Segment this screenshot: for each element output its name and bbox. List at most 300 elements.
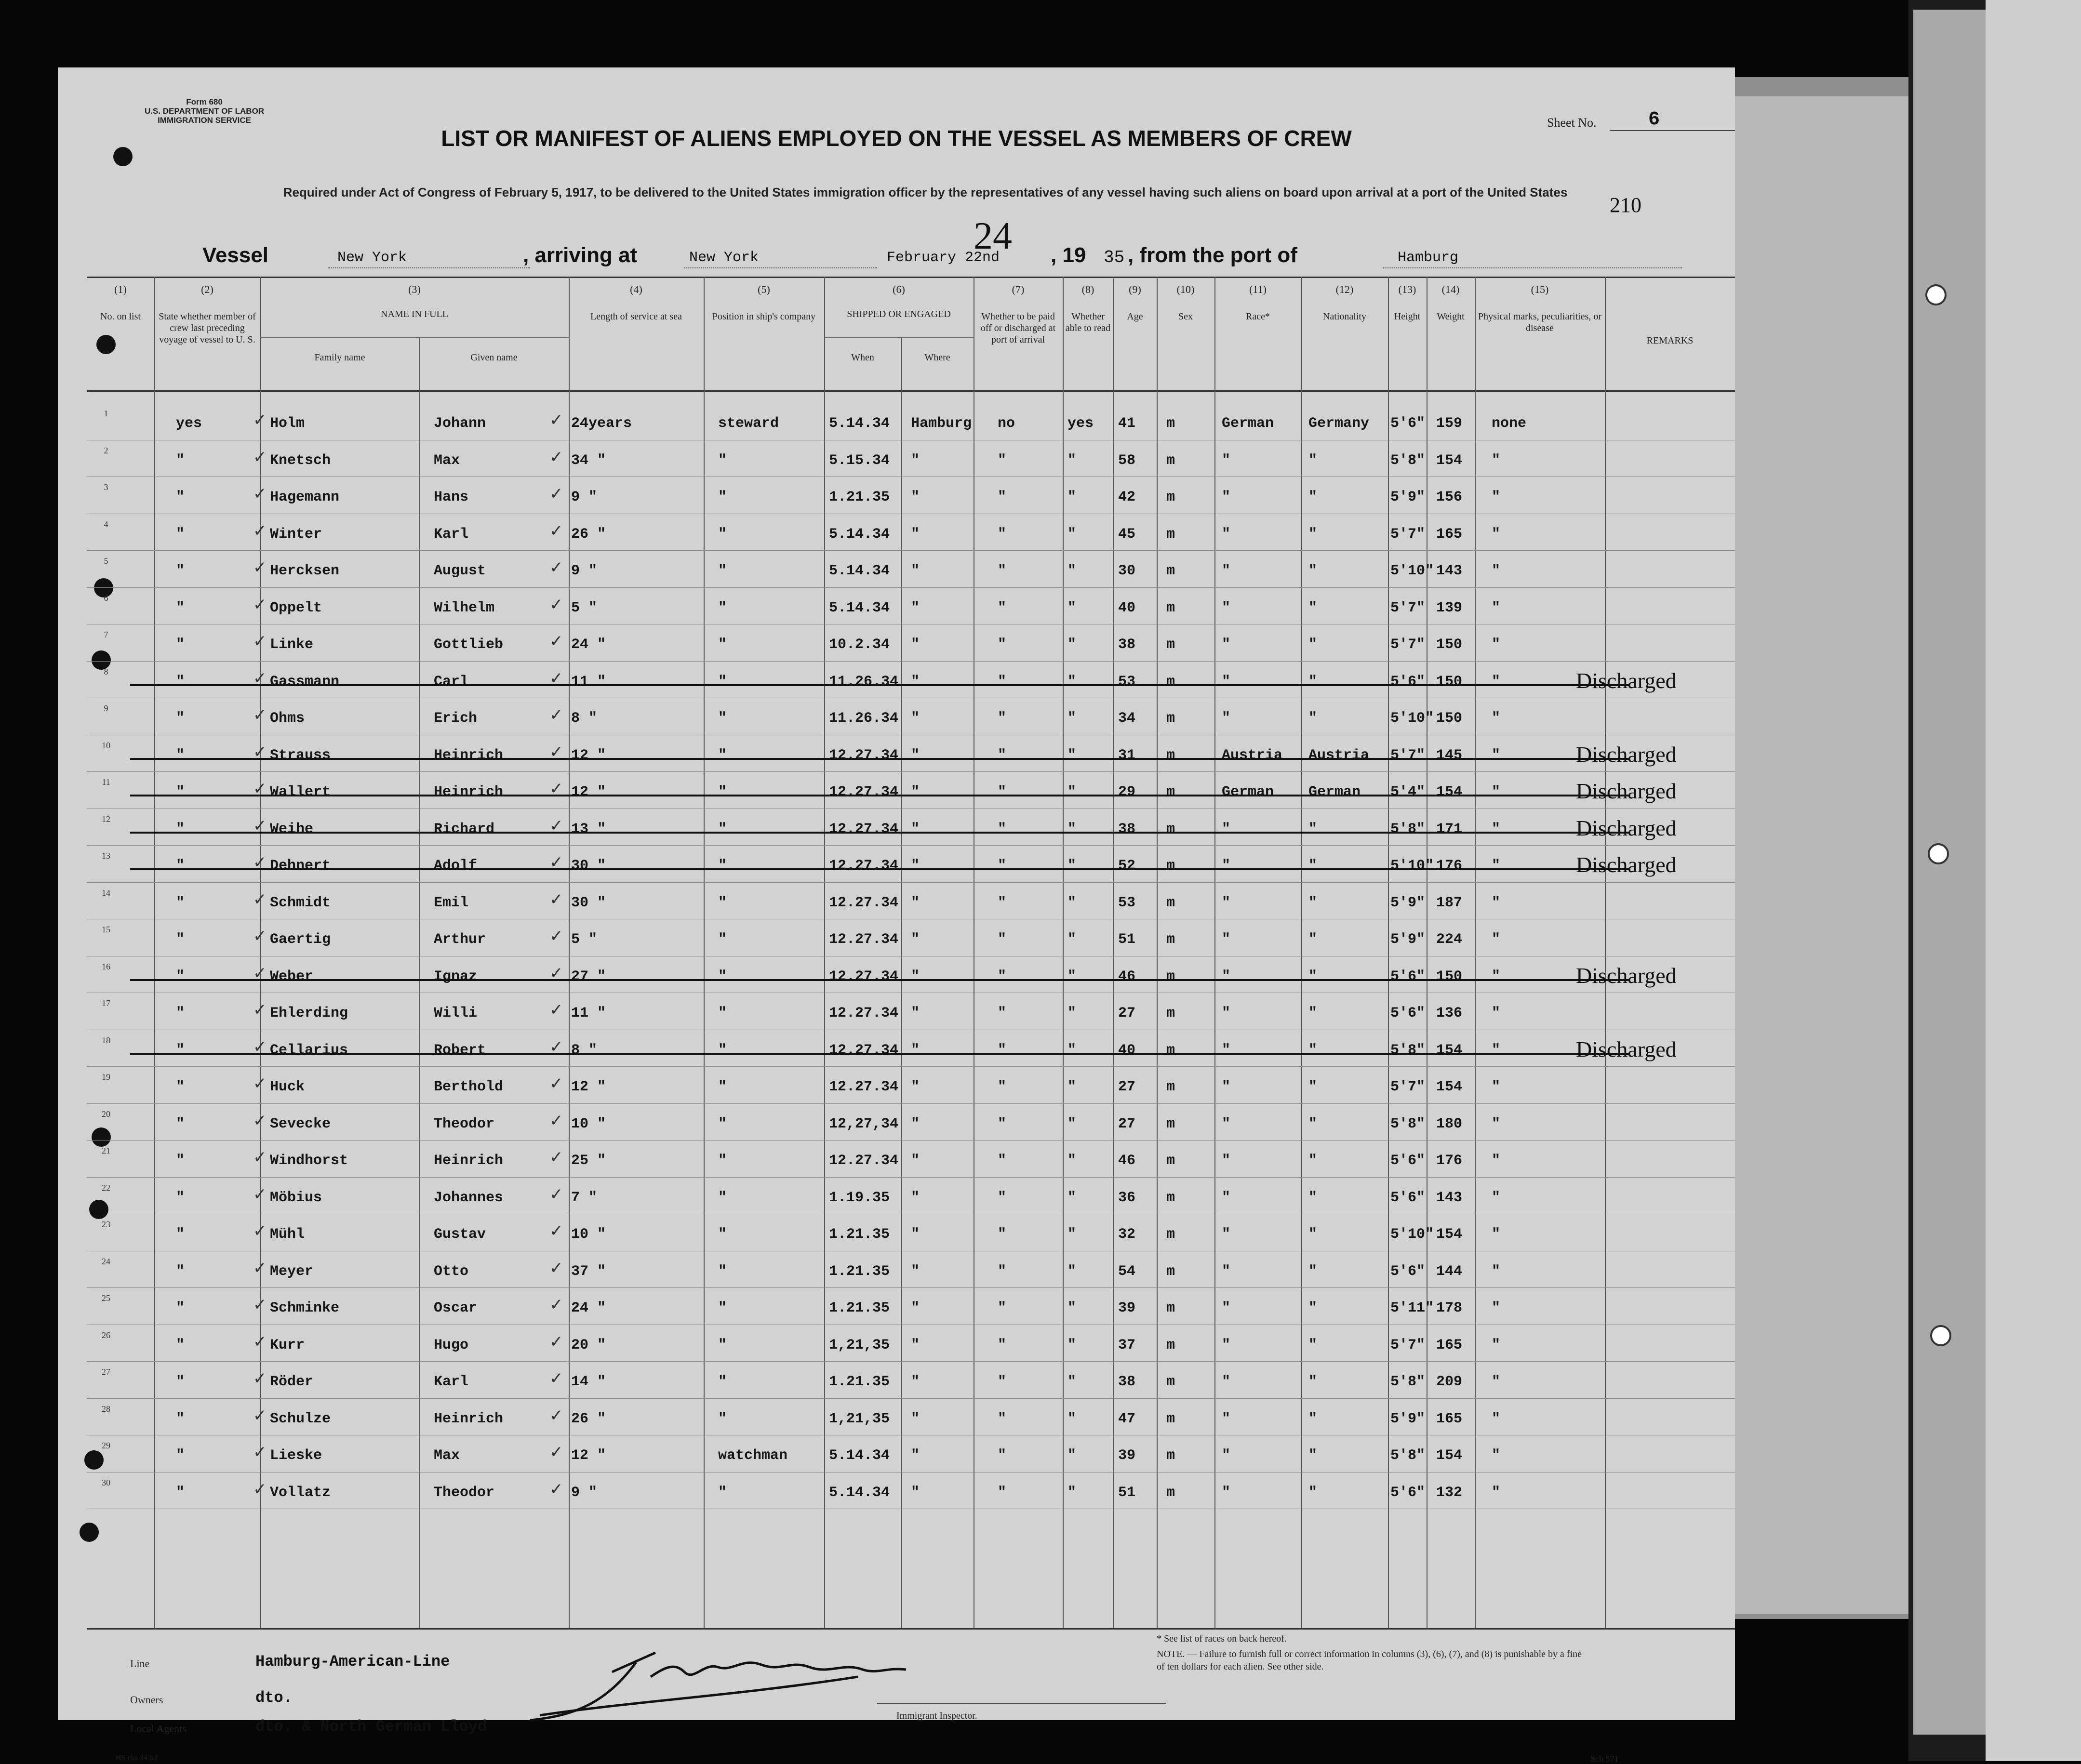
cell-position: ": [718, 1189, 727, 1206]
cell-position: ": [718, 968, 727, 985]
tick-mark-icon: ✓: [549, 484, 563, 504]
cell-where: ": [911, 452, 920, 469]
cell-family: Hercksen: [270, 563, 340, 579]
cell-paid: ": [998, 1042, 1007, 1059]
cell-service: 12 ": [571, 1447, 606, 1464]
cell-read: ": [1067, 1374, 1077, 1390]
cell-age: 46: [1118, 968, 1136, 985]
row-number: 13: [102, 851, 110, 861]
cell-position: ": [718, 489, 727, 505]
column-header: REMARKS: [1646, 335, 1694, 346]
cell-height: 5'7": [1390, 599, 1426, 616]
row-number: 6: [104, 593, 108, 603]
cell-position: ": [718, 747, 727, 764]
cell-given: Heinrich: [434, 1153, 504, 1169]
cell-where: ": [911, 637, 920, 653]
vessel-name-line: [328, 267, 530, 268]
background-page-stack: [1986, 0, 2081, 1761]
cell-paid: ": [998, 563, 1007, 579]
cell-given: Carl: [434, 673, 469, 690]
cell-race: ": [1222, 637, 1231, 653]
cell-family: Röder: [270, 1374, 314, 1390]
cell-given: Heinrich: [434, 784, 504, 800]
column-header: Position in ship's company: [712, 311, 816, 322]
cell-given: Berthold: [434, 1079, 504, 1095]
cell-height: 5'8": [1390, 1447, 1426, 1464]
cell-height: 5'8": [1390, 1115, 1426, 1132]
cell-race: ": [1222, 1189, 1231, 1206]
cell-race: ": [1222, 563, 1231, 579]
cell-read: ": [1067, 1300, 1077, 1316]
cell-read: ": [1067, 673, 1077, 690]
tick-mark-icon: ✓: [549, 595, 563, 614]
cell-read: ": [1067, 821, 1077, 837]
cell-race: ": [1222, 1484, 1231, 1501]
cell-age: 53: [1118, 673, 1136, 690]
cell-family: Vollatz: [270, 1484, 331, 1501]
tick-mark-icon: ✓: [549, 1369, 563, 1388]
form-number-line: IMMIGRATION SERVICE: [158, 116, 252, 125]
cell-race: German: [1222, 784, 1274, 800]
strikethrough-line: [130, 795, 1629, 796]
cell-prev: ": [176, 1374, 185, 1390]
cell-given: Gottlieb: [434, 637, 504, 653]
row-number: 28: [102, 1404, 110, 1414]
cell-weight: 165: [1436, 1410, 1463, 1427]
tick-mark-icon: ✓: [253, 963, 267, 983]
tick-mark-icon: ✓: [253, 927, 267, 946]
cell-family: Windhorst: [270, 1153, 348, 1169]
sub-header-rule: [824, 337, 974, 338]
cell-nationality: ": [1308, 1337, 1318, 1353]
cell-marks: ": [1492, 563, 1501, 579]
cell-where: ": [911, 1374, 920, 1390]
cell-weight: 154: [1436, 1042, 1463, 1059]
cell-sex: m: [1166, 415, 1175, 432]
cell-sex: m: [1166, 1115, 1175, 1132]
cell-when: 1.21.35: [829, 1263, 890, 1280]
cell-service: 30 ": [571, 894, 606, 911]
cell-where: ": [911, 526, 920, 543]
cell-height: 5'7": [1390, 526, 1426, 543]
cell-height: 5'10": [1390, 710, 1434, 727]
cell-height: 5'7": [1390, 1079, 1426, 1095]
tick-mark-icon: ✓: [549, 411, 563, 430]
cell-given: Max: [434, 1447, 460, 1464]
tick-mark-icon: ✓: [253, 668, 267, 688]
column-number: (6): [893, 283, 905, 295]
column-rule: [1063, 277, 1064, 1628]
cell-paid: ": [998, 1226, 1007, 1243]
column-header: Nationality: [1323, 311, 1366, 322]
row-rule: [87, 1066, 1735, 1067]
cell-paid: ": [998, 1374, 1007, 1390]
cell-race: ": [1222, 1005, 1231, 1021]
cell-marks: ": [1492, 1189, 1501, 1206]
cell-paid: ": [998, 452, 1007, 469]
cell-marks: ": [1492, 784, 1501, 800]
cell-sex: m: [1166, 1005, 1175, 1021]
cell-age: 38: [1118, 637, 1136, 653]
tick-mark-icon: ✓: [253, 1184, 267, 1204]
cell-paid: ": [998, 599, 1007, 616]
cell-nationality: ": [1308, 1447, 1318, 1464]
cell-age: 47: [1118, 1410, 1136, 1427]
column-rule: [1475, 277, 1476, 1628]
column-number: (15): [1531, 283, 1549, 295]
cell-nationality: ": [1308, 1189, 1318, 1206]
cell-weight: 154: [1436, 452, 1463, 469]
row-rule: [87, 882, 1735, 883]
cell-service: 24 ": [571, 1300, 606, 1316]
cell-position: ": [718, 1115, 727, 1132]
cell-position: ": [718, 710, 727, 727]
cell-given: Theodor: [434, 1115, 495, 1132]
cell-service: 24 ": [571, 637, 606, 653]
cell-race: ": [1222, 858, 1231, 874]
cell-service: 8 ": [571, 1042, 598, 1059]
cell-family: Schulze: [270, 1410, 331, 1427]
cell-given: Hugo: [434, 1337, 469, 1353]
cell-marks: ": [1492, 452, 1501, 469]
tick-mark-icon: ✓: [549, 742, 563, 762]
cell-nationality: ": [1308, 1484, 1318, 1501]
cell-weight: 224: [1436, 931, 1463, 948]
tick-mark-icon: ✓: [549, 1406, 563, 1425]
cell-nationality: ": [1308, 821, 1318, 837]
cell-race: ": [1222, 452, 1231, 469]
cell-sex: m: [1166, 1447, 1175, 1464]
tick-mark-icon: ✓: [253, 1074, 267, 1093]
form-code: HS cks 34 bd: [116, 1754, 157, 1762]
cell-paid: ": [998, 858, 1007, 874]
punch-hole-icon: [84, 1450, 104, 1470]
cell-marks: ": [1492, 599, 1501, 616]
column-header: Weight: [1437, 311, 1465, 322]
cell-marks: ": [1492, 821, 1501, 837]
table-header-rule: [87, 390, 1735, 392]
cell-sex: m: [1166, 673, 1175, 690]
cell-race: ": [1222, 1042, 1231, 1059]
cell-family: Knetsch: [270, 452, 331, 469]
cell-race: ": [1222, 1115, 1231, 1132]
row-number: 24: [102, 1256, 110, 1266]
cell-race: ": [1222, 599, 1231, 616]
row-number: 21: [102, 1146, 110, 1155]
cell-age: 27: [1118, 1079, 1136, 1095]
arrival-date: February 22nd: [887, 250, 1000, 266]
inspector-signature: [492, 1643, 1070, 1739]
cell-read: ": [1067, 599, 1077, 616]
cell-position: ": [718, 673, 727, 690]
cell-given: Willi: [434, 1005, 478, 1021]
column-subheader: Given name: [470, 352, 518, 363]
cell-service: 12 ": [571, 747, 606, 764]
cell-age: 30: [1118, 563, 1136, 579]
cell-when: 5.15.34: [829, 452, 890, 469]
tick-mark-icon: ✓: [549, 927, 563, 946]
cell-age: 42: [1118, 489, 1136, 505]
cell-when: 12.27.34: [829, 894, 899, 911]
tick-mark-icon: ✓: [253, 1443, 267, 1462]
cell-height: 5'10": [1390, 1226, 1434, 1243]
cell-given: Hans: [434, 489, 469, 505]
cell-marks: ": [1492, 858, 1501, 874]
cell-sex: m: [1166, 968, 1175, 985]
column-number: (11): [1249, 283, 1267, 295]
cell-weight: 176: [1436, 1153, 1463, 1169]
cell-position: ": [718, 1079, 727, 1095]
cell-given: Gustav: [434, 1226, 486, 1243]
tick-mark-icon: ✓: [253, 853, 267, 872]
row-rule: [87, 1287, 1735, 1288]
tick-mark-icon: ✓: [549, 1000, 563, 1020]
tick-mark-icon: ✓: [549, 668, 563, 688]
column-header: No. on list: [100, 311, 141, 322]
punch-hole-icon: [80, 1523, 99, 1542]
cell-marks: ": [1492, 1226, 1501, 1243]
inspector-signature-line: [877, 1703, 1166, 1704]
cell-position: ": [718, 1484, 727, 1501]
tick-mark-icon: ✓: [253, 1221, 267, 1241]
cell-weight: 165: [1436, 1337, 1463, 1353]
cell-age: 36: [1118, 1189, 1136, 1206]
cell-paid: ": [998, 526, 1007, 543]
cell-sex: m: [1166, 637, 1175, 653]
cell-age: 40: [1118, 1042, 1136, 1059]
cell-sex: m: [1166, 821, 1175, 837]
tick-mark-icon: ✓: [253, 742, 267, 762]
strikethrough-line: [130, 684, 1629, 686]
tick-mark-icon: ✓: [549, 558, 563, 577]
cell-weight: 171: [1436, 821, 1463, 837]
cell-paid: ": [998, 1153, 1007, 1169]
tick-mark-icon: ✓: [549, 705, 563, 725]
cell-read: ": [1067, 784, 1077, 800]
cell-nationality: ": [1308, 1226, 1318, 1243]
cell-sex: m: [1166, 1484, 1175, 1501]
column-header: State whether member of crew last preceding voyage of vessel to U. S.: [159, 311, 256, 345]
tick-mark-icon: ✓: [549, 521, 563, 541]
cell-given: Theodor: [434, 1484, 495, 1501]
cell-service: 12 ": [571, 784, 606, 800]
cell-read: ": [1067, 710, 1077, 727]
cell-service: 25 ": [571, 1153, 606, 1169]
cell-sex: m: [1166, 599, 1175, 616]
cell-marks: ": [1492, 931, 1501, 948]
cell-read: ": [1067, 452, 1077, 469]
cell-read: ": [1067, 1263, 1077, 1280]
cell-service: 9 ": [571, 563, 598, 579]
schedule-number: Sch 571: [1590, 1754, 1619, 1764]
cell-sex: m: [1166, 1226, 1175, 1243]
cell-marks: none: [1492, 415, 1527, 432]
row-rule: [87, 661, 1735, 662]
arriving-port-line: [684, 267, 877, 268]
cell-age: 54: [1118, 1263, 1136, 1280]
cell-nationality: ": [1308, 489, 1318, 505]
cell-position: ": [718, 1337, 727, 1353]
column-number: (12): [1335, 283, 1354, 295]
cell-nationality: ": [1308, 894, 1318, 911]
cell-where: ": [911, 1263, 920, 1280]
cell-position: ": [718, 858, 727, 874]
cell-marks: ": [1492, 1300, 1501, 1316]
cell-when: 5.14.34: [829, 1447, 890, 1464]
cell-when: 12.27.34: [829, 1079, 899, 1095]
cell-where: ": [911, 858, 920, 874]
tick-mark-icon: ✓: [253, 816, 267, 836]
cell-read: yes: [1067, 415, 1094, 432]
tick-mark-icon: ✓: [549, 447, 563, 467]
cell-family: Gassmann: [270, 673, 340, 690]
cell-service: 10 ": [571, 1226, 606, 1243]
vessel-label: Vessel: [202, 243, 269, 267]
column-number: (9): [1129, 283, 1141, 295]
cell-paid: ": [998, 1447, 1007, 1464]
cell-race: ": [1222, 673, 1231, 690]
cell-family: Oppelt: [270, 599, 322, 616]
row-number: 4: [104, 519, 108, 529]
punch-hole-icon: [89, 1200, 108, 1219]
remarks-text: Discharged: [1576, 1036, 1677, 1061]
cell-weight: 132: [1436, 1484, 1463, 1501]
cell-sex: m: [1166, 1300, 1175, 1316]
cell-sex: m: [1166, 858, 1175, 874]
cell-height: 5'8": [1390, 821, 1426, 837]
cell-nationality: ": [1308, 452, 1318, 469]
line-label: Line: [130, 1658, 150, 1670]
tick-mark-icon: ✓: [253, 1000, 267, 1020]
tick-mark-icon: ✓: [253, 1148, 267, 1167]
table-top-rule: [87, 277, 1735, 278]
cell-family: Schminke: [270, 1300, 340, 1316]
row-rule: [87, 550, 1735, 551]
cell-age: 38: [1118, 1374, 1136, 1390]
tick-mark-icon: ✓: [253, 521, 267, 541]
cell-paid: ": [998, 489, 1007, 505]
cell-given: Wilhelm: [434, 599, 495, 616]
column-subheader: Where: [924, 352, 950, 363]
cell-weight: 176: [1436, 858, 1463, 874]
row-number: 16: [102, 961, 110, 971]
cell-age: 27: [1118, 1115, 1136, 1132]
cell-when: 12.27.34: [829, 747, 899, 764]
strikethrough-line: [130, 868, 1629, 870]
column-number: (5): [758, 283, 770, 295]
cell-prev: ": [176, 1484, 185, 1501]
column-rule: [1214, 277, 1215, 1628]
tick-mark-icon: ✓: [549, 1074, 563, 1093]
cell-nationality: Germany: [1308, 415, 1370, 432]
cell-given: Emil: [434, 894, 469, 911]
row-rule: [87, 587, 1735, 588]
strikethrough-line: [130, 979, 1629, 981]
strikethrough-line: [130, 832, 1629, 834]
cell-age: 39: [1118, 1300, 1136, 1316]
strikethrough-line: [130, 758, 1629, 760]
cell-when: 12.27.34: [829, 784, 899, 800]
year-label: , 19: [1051, 243, 1086, 267]
cell-family: Ohms: [270, 710, 305, 727]
row-number: 19: [102, 1072, 110, 1082]
cell-service: 5 ": [571, 599, 598, 616]
cell-height: 5'6": [1390, 1153, 1426, 1169]
cell-prev: ": [176, 894, 185, 911]
cell-age: 39: [1118, 1447, 1136, 1464]
cell-height: 5'6": [1390, 1005, 1426, 1021]
cell-race: ": [1222, 1153, 1231, 1169]
cell-weight: 154: [1436, 1079, 1463, 1095]
table-bottom-rule: [87, 1628, 1735, 1630]
row-rule: [87, 771, 1735, 772]
cell-family: Wallert: [270, 784, 331, 800]
column-rule: [704, 277, 705, 1628]
column-header: Whether able to read: [1065, 311, 1111, 333]
sub-header-rule: [260, 337, 569, 338]
column-rule: [1301, 277, 1302, 1628]
row-rule: [87, 1140, 1735, 1141]
cell-when: 1.21.35: [829, 1374, 890, 1390]
remarks-text: Discharged: [1576, 668, 1677, 693]
cell-given: Karl: [434, 1374, 469, 1390]
cell-height: 5'7": [1390, 747, 1426, 764]
cell-prev: ": [176, 1226, 185, 1243]
cell-height: 5'6": [1390, 1484, 1426, 1501]
cell-prev: ": [176, 1447, 185, 1464]
cell-read: ": [1067, 1410, 1077, 1427]
cell-prev: ": [176, 747, 185, 764]
cell-given: Max: [434, 452, 460, 469]
cell-height: 5'10": [1390, 563, 1434, 579]
page-subtitle: Required under Act of Congress of February 5, 1917, to be delivered to the United States immigration officer by the representatives of any vessel having such aliens on board upon arrival at a port of the United States: [283, 185, 1568, 199]
cell-family: Meyer: [270, 1263, 314, 1280]
cell-height: 5'6": [1390, 1189, 1426, 1206]
cell-prev: ": [176, 599, 185, 616]
column-rule: [569, 277, 570, 1628]
column-subheader: When: [851, 352, 874, 363]
owners-value: dto.: [255, 1689, 293, 1707]
cell-marks: ": [1492, 1337, 1501, 1353]
cell-age: 32: [1118, 1226, 1136, 1243]
column-number: (1): [114, 283, 127, 295]
cell-sex: m: [1166, 894, 1175, 911]
cell-position: ": [718, 452, 727, 469]
cell-paid: ": [998, 1005, 1007, 1021]
punch-hole-icon: [96, 335, 116, 354]
cell-service: 10 ": [571, 1115, 606, 1132]
cell-nationality: ": [1308, 1300, 1318, 1316]
cell-where: ": [911, 563, 920, 579]
cell-position: ": [718, 1263, 727, 1280]
cell-paid: ": [998, 931, 1007, 948]
cell-paid: ": [998, 1484, 1007, 1501]
form-number-line: Form 680: [186, 97, 223, 106]
cell-position: ": [718, 894, 727, 911]
cell-weight: 209: [1436, 1374, 1463, 1390]
row-rule: [87, 1103, 1735, 1104]
cell-service: 12 ": [571, 1079, 606, 1095]
cell-when: 5.14.34: [829, 563, 890, 579]
cell-position: ": [718, 931, 727, 948]
cell-position: ": [718, 1410, 727, 1427]
cell-sex: m: [1166, 1337, 1175, 1353]
column-header: Race*: [1246, 311, 1270, 322]
cell-position: ": [718, 1042, 727, 1059]
sheet-number: 6: [1648, 109, 1660, 131]
binder-hole-icon: [1925, 284, 1947, 305]
cell-where: ": [911, 1484, 920, 1501]
